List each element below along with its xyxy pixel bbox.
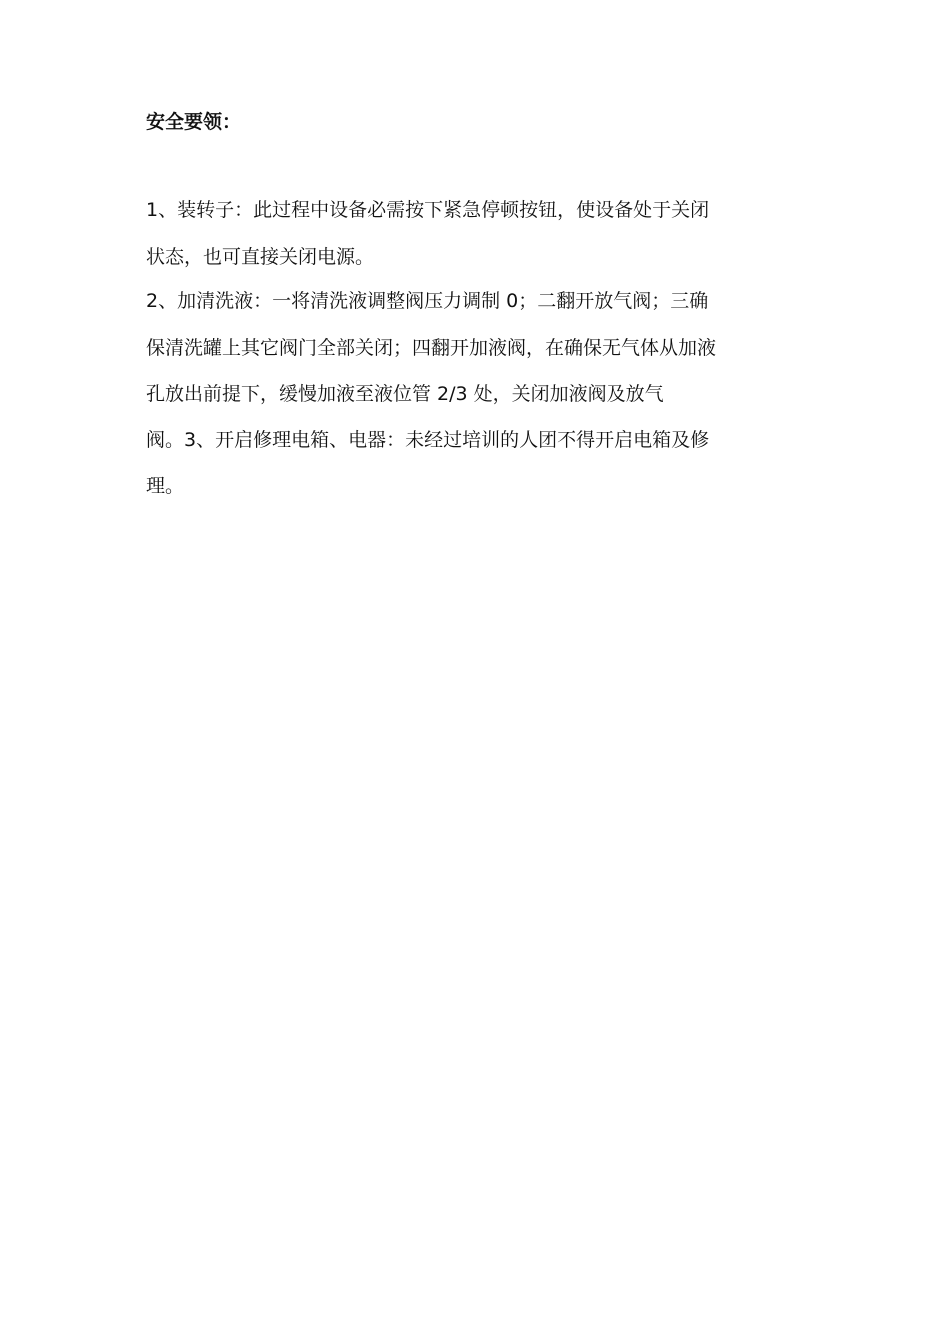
text-line-4: 保清洗罐上其它阀门全部关闭；四翻开加液阀，在确保无气体从加液 bbox=[146, 337, 717, 359]
text-line-3: 2、加清洗液：一将清洗液调整阀压力调制 0；二翻开放气阀；三确 bbox=[146, 290, 709, 312]
text-line-5: 孔放出前提下，缓慢加液至液位管 2/3 处，关闭加液阀及放气 bbox=[146, 383, 664, 405]
text-line-1: 1、装转子：此过程中设备必需按下紧急停顿按钮，使设备处于关闭 bbox=[146, 199, 710, 221]
section-heading: 安全要领： bbox=[146, 111, 242, 133]
text-line-7: 理。 bbox=[146, 475, 185, 497]
text-line-6: 阀。3、开启修理电箱、电器：未经过培训的人团不得开启电箱及修 bbox=[146, 429, 710, 451]
text-line-2: 状态，也可直接关闭电源。 bbox=[146, 246, 375, 268]
